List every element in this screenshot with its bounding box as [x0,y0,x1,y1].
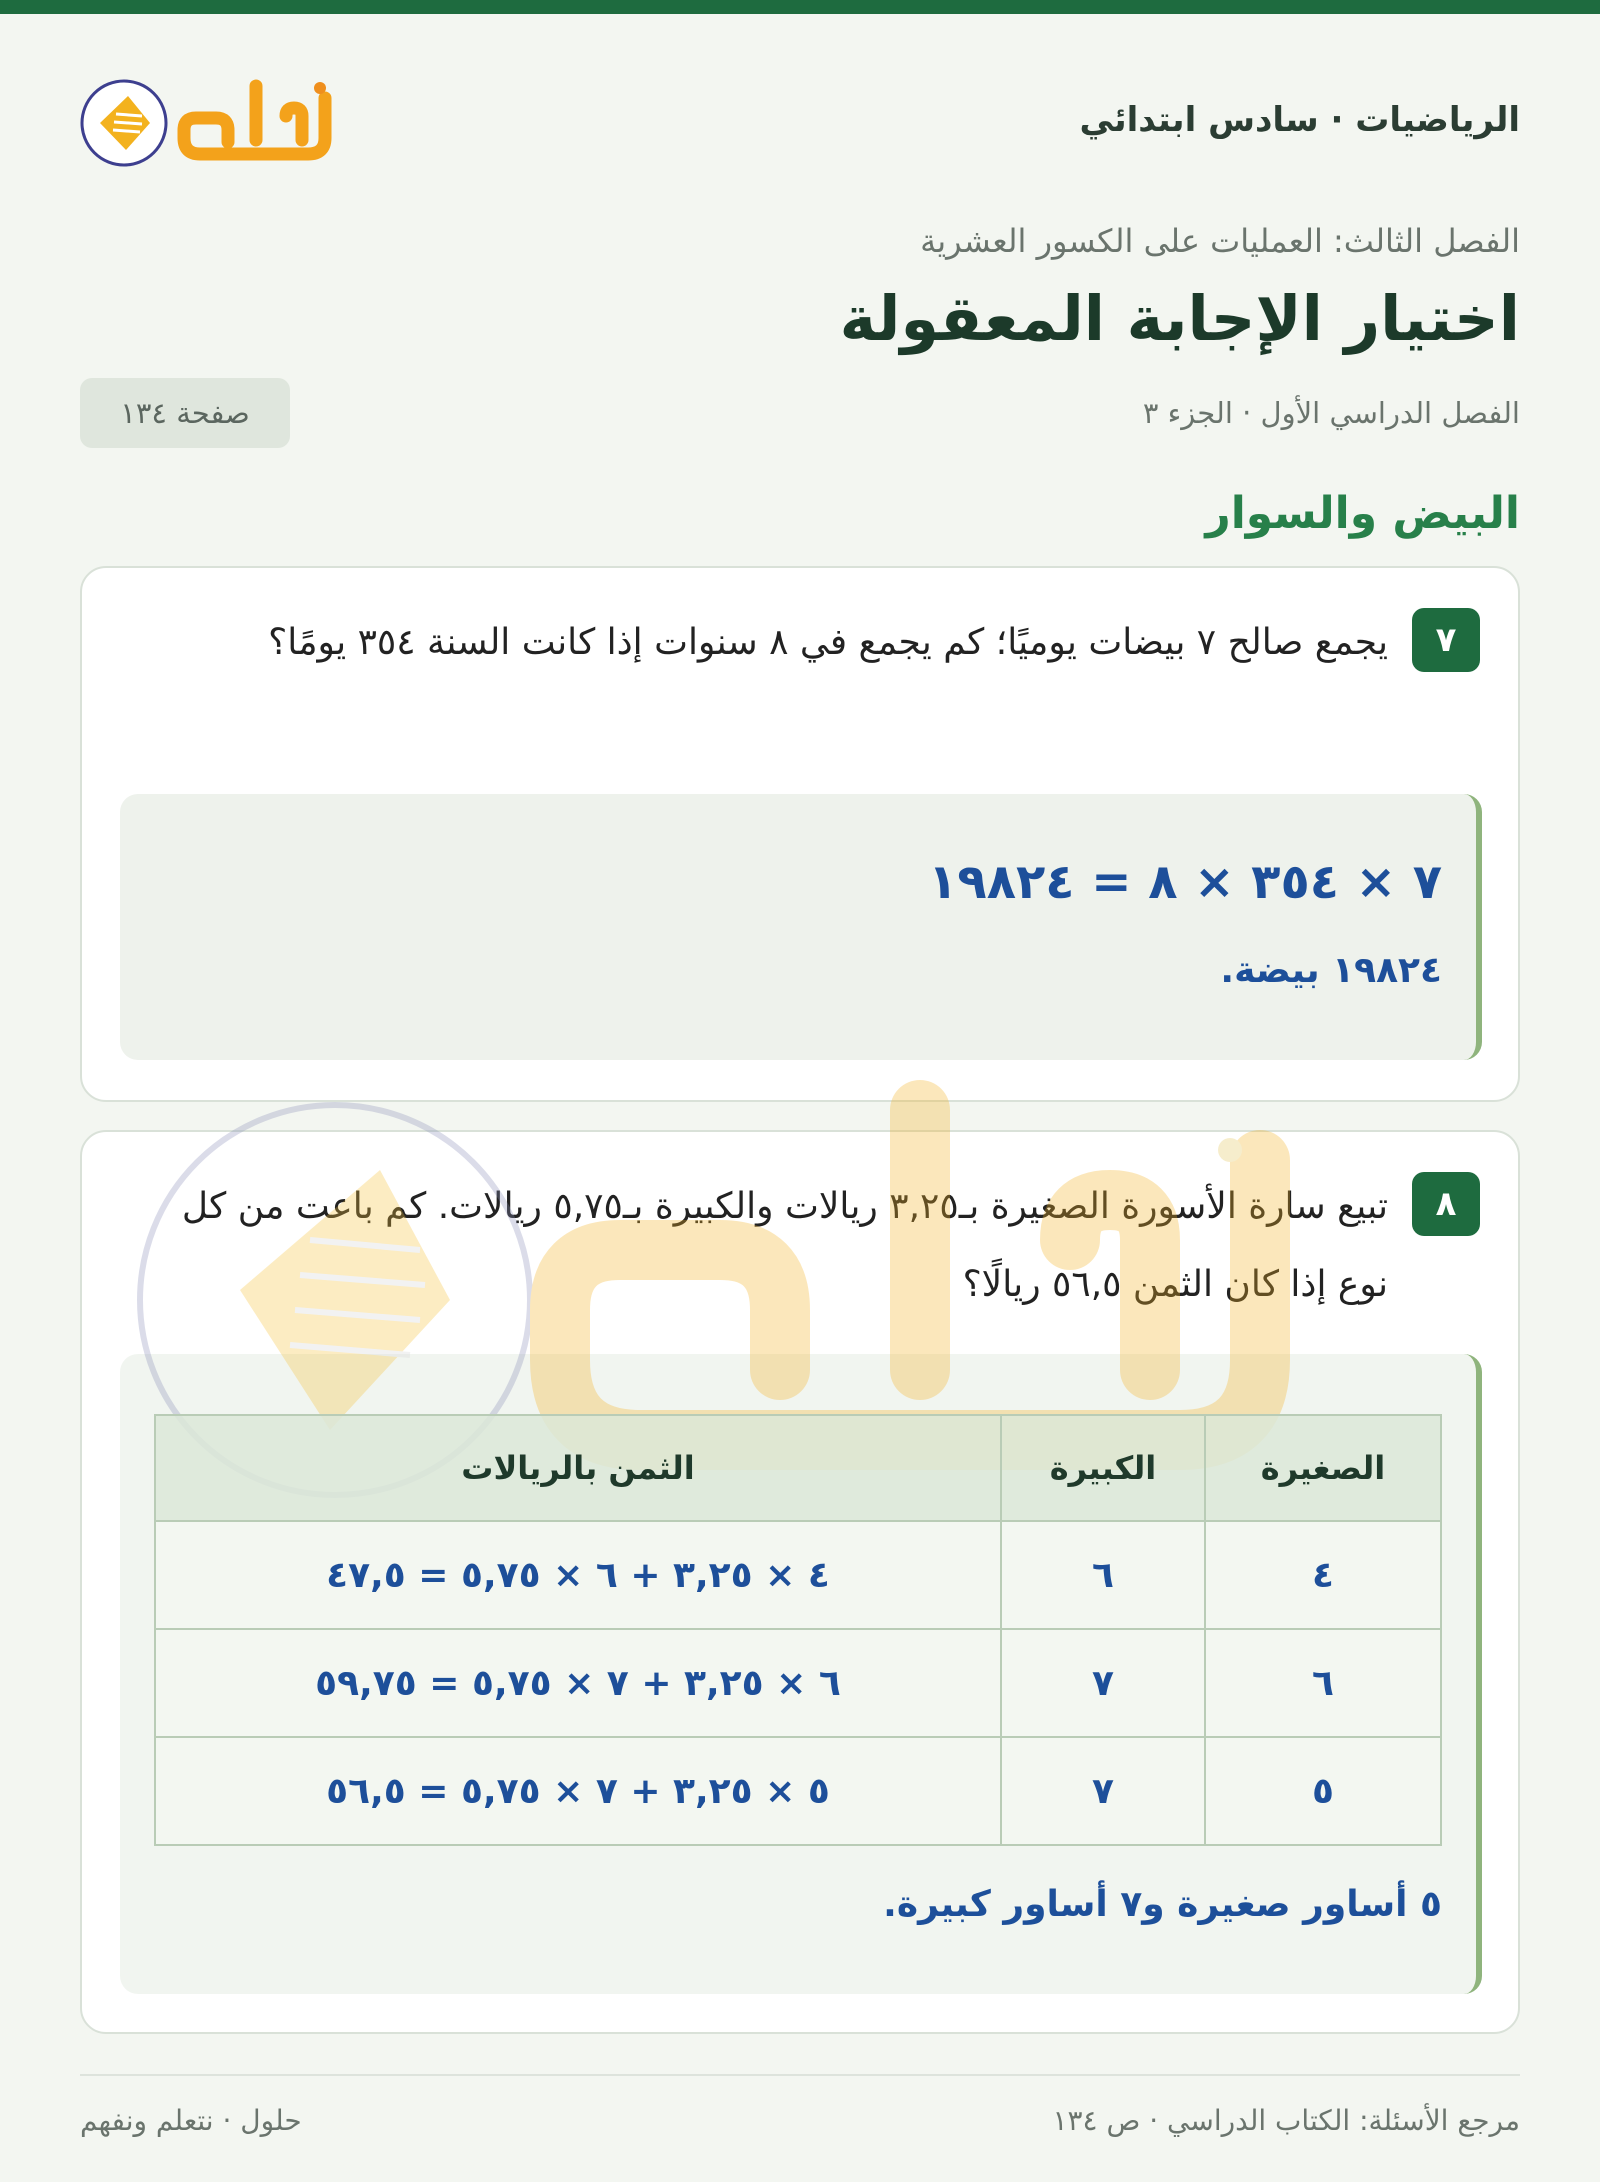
cell-price: ٦ × ٣,٢٥ + ٧ × ٥,٧٥ = ٥٩,٧٥ [155,1629,1001,1737]
cell-big: ٧ [1001,1737,1205,1845]
section-title: البيض والسوار [1205,488,1520,539]
question-card-7 [80,566,1520,1102]
cell-big: ٧ [1001,1629,1205,1737]
question-text: يجمع صالح ٧ بيضات يوميًا؛ كم يجمع في ٨ سنوات إذا كانت السنة ٣٥٤ يومًا؟ [268,622,1388,663]
answer-box [120,1354,1482,1994]
table-header-big: الكبيرة [1001,1415,1205,1521]
question-number-badge: ٨ [1412,1172,1480,1236]
answer-result: ٥ أساور صغيرة و٧ أساور كبيرة. [883,1884,1442,1925]
chapter-label: الفصل الثالث: العمليات على الكسور العشرية [920,222,1520,260]
guess-check-table [154,1414,1442,1846]
cell-small: ٥ [1205,1737,1441,1845]
page-header [80,60,1520,190]
footer-brand: حلول · نتعلم ونفهم [80,2104,302,2137]
book-logo-icon [80,68,370,178]
footer-reference: مرجع الأسئلة: الكتاب الدراسي · ص ١٣٤ [1052,2104,1520,2137]
page-title: اختيار الإجابة المعقولة [839,282,1520,355]
table-row [155,1737,1441,1845]
table-row [155,1629,1441,1737]
top-accent-bar [0,0,1600,14]
footer-divider [80,2074,1520,2076]
table-header-row [155,1415,1441,1521]
question-card-8 [80,1130,1520,2034]
answer-result: ١٩٨٢٤ بيضة. [1220,950,1442,991]
answer-box [120,794,1482,1060]
table-header-price: الثمن بالريالات [155,1415,1001,1521]
cell-price: ٥ × ٣,٢٥ + ٧ × ٥,٧٥ = ٥٦,٥ [155,1737,1001,1845]
subject-label: الرياضيات · سادس ابتدائي [1079,100,1520,140]
question-text: تبيع سارة الأسورة الصغيرة بـ٣,٢٥ ريالات والكبيرة بـ٥,٧٥ ريالات. كم باعت من كل نوع إذا كان الثمن ٥٦,٥ ريالًا؟ [181,1186,1388,1305]
term-label: الفصل الدراسي الأول · الجزء ٣ [1142,396,1520,430]
cell-small: ٤ [1205,1521,1441,1629]
table-header-small: الصغيرة [1205,1415,1441,1521]
page-number-badge: صفحة ١٣٤ [80,378,290,448]
cell-small: ٦ [1205,1629,1441,1737]
answer-equation: ٧ × ٣٥٤ × ٨ = ١٩٨٢٤ [928,854,1442,910]
cell-price: ٤ × ٣,٢٥ + ٦ × ٥,٧٥ = ٤٧,٥ [155,1521,1001,1629]
cell-big: ٦ [1001,1521,1205,1629]
question-number-badge: ٧ [1412,608,1480,672]
table-row [155,1521,1441,1629]
